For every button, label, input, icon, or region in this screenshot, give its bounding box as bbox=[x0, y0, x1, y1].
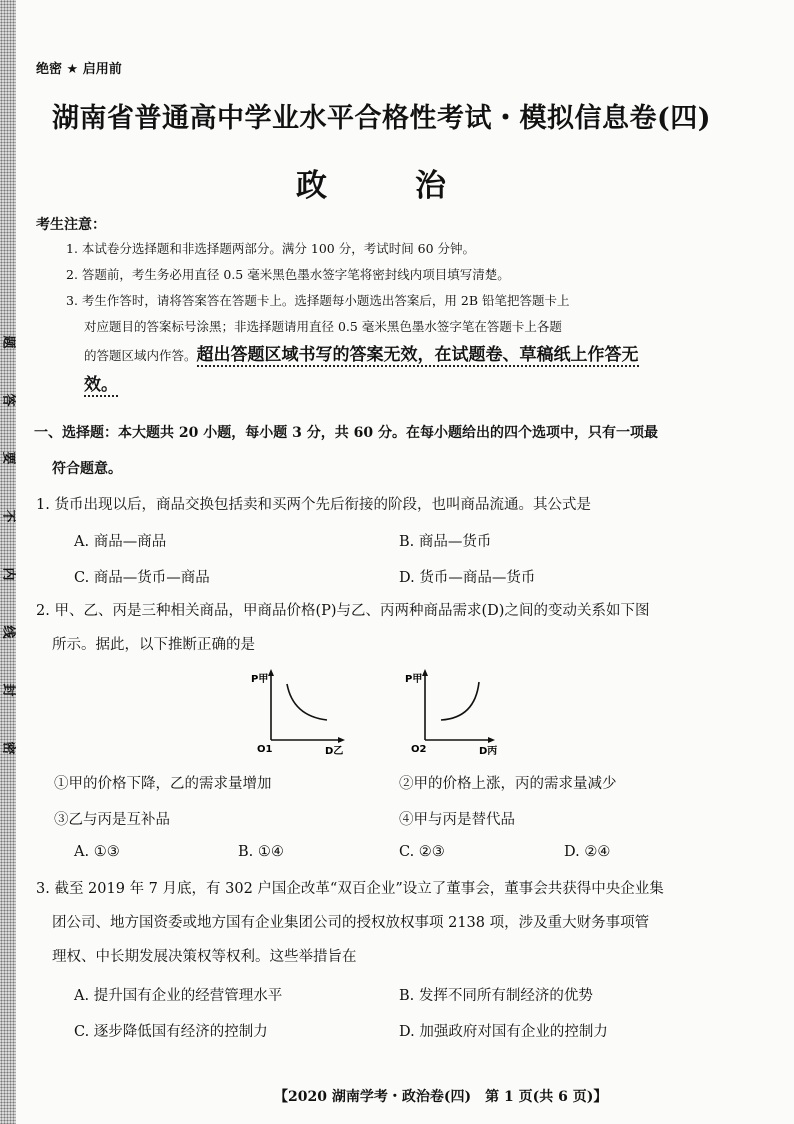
graph-1 bbox=[249, 668, 349, 756]
question-2-stem-cont: 所示。据此，以下推断正确的是 bbox=[52, 637, 255, 653]
notice-emphasis: 超出答题区域书写的答案无效，在试题卷、草稿纸上作答无 bbox=[196, 345, 639, 365]
graph-1-y-label: P甲 bbox=[251, 674, 269, 685]
graph-1-curve bbox=[287, 684, 327, 720]
confidential-label: 绝密 ★ 启用前 bbox=[36, 62, 122, 77]
question-1-option-c: C. 商品—货币—商品 bbox=[74, 570, 210, 586]
question-3-option-a: A. 提升国有企业的经营管理水平 bbox=[74, 988, 283, 1004]
question-3-option-d: D. 加强政府对国有企业的控制力 bbox=[399, 1024, 608, 1040]
section-heading-cont: 符合题意。 bbox=[52, 461, 122, 477]
graph-2-origin: O2 bbox=[411, 744, 427, 755]
exam-title: 湖南省普通高中学业水平合格性考试・模拟信息卷(四) bbox=[52, 103, 712, 134]
question-3-line-3: 理权、中长期发展决策权等权利。这些举措旨在 bbox=[52, 949, 357, 965]
binding-char: 不 bbox=[0, 509, 16, 523]
page-footer: 【2020 湖南学考・政治卷(四) 第 1 页(共 6 页)】 bbox=[274, 1089, 608, 1105]
graph-1-origin: O1 bbox=[257, 744, 273, 755]
graph-2-x-arrow bbox=[488, 737, 495, 743]
binding-char: 要 bbox=[0, 451, 16, 465]
binding-char: 封 bbox=[0, 683, 16, 697]
binding-char: 密 bbox=[0, 741, 16, 755]
graph-1-x-label: D乙 bbox=[325, 746, 344, 756]
question-1-option-a: A. 商品—商品 bbox=[74, 534, 167, 550]
graph-2-x-label: D丙 bbox=[479, 746, 498, 756]
notice-item-3-line-4 bbox=[84, 370, 118, 395]
notice-item-3-line-3 bbox=[84, 340, 639, 369]
question-3-line-2: 团公司、地方国资委或地方国有企业集团公司的授权放权事项 2138 项，涉及重大财务事项管 bbox=[52, 915, 650, 931]
question-2-statement-3: ③乙与丙是互补品 bbox=[54, 812, 170, 828]
binding-warning bbox=[0, 335, 16, 755]
notice-item-3-line-2: 对应题目的答案标号涂黑；非选择题请用直径 0.5 毫米黑色墨水签字笔在答题卡上各题 bbox=[84, 319, 562, 334]
graph-1-x-arrow bbox=[338, 737, 345, 743]
question-3-option-b: B. 发挥不同所有制经济的优势 bbox=[399, 988, 593, 1004]
graph-2-y-arrow bbox=[422, 669, 428, 676]
question-2-option-a: A. ①③ bbox=[74, 844, 120, 860]
binding-char: 内 bbox=[0, 567, 16, 581]
section-heading: 一、选择题：本大题共 20 小题，每小题 3 分，共 60 分。在每小题给出的四个选项中，只有一项最 bbox=[34, 425, 658, 441]
question-2-stem: 2. 甲、乙、丙是三种相关商品，甲商品价格(P)与乙、丙两种商品需求(D)之间的变动关系如下图 bbox=[36, 603, 650, 619]
question-3-option-c: C. 逐步降低国有经济的控制力 bbox=[74, 1024, 268, 1040]
question-2-statement-2: ②甲的价格上涨，丙的需求量减少 bbox=[399, 776, 617, 792]
question-2-option-d: D. ②④ bbox=[564, 844, 611, 860]
subject-char-2: 治 bbox=[415, 168, 446, 204]
binding-char: 线 bbox=[0, 625, 16, 639]
subject-title bbox=[296, 160, 446, 205]
notice-text: 的答题区域内作答。 bbox=[84, 348, 197, 363]
graph-1-y-arrow bbox=[268, 669, 274, 676]
graph-2 bbox=[399, 668, 499, 756]
question-2-option-b: B. ①④ bbox=[238, 844, 284, 860]
exam-page bbox=[34, 0, 774, 1124]
question-2-statement-1: ①甲的价格下降，乙的需求量增加 bbox=[54, 776, 272, 792]
notice-item-1: 1. 本试卷分选择题和非选择题两部分。满分 100 分，考试时间 60 分钟。 bbox=[66, 241, 476, 256]
graph-2-curve bbox=[441, 682, 479, 720]
binding-char: 题 bbox=[0, 335, 16, 349]
notice-emphasis: 效。 bbox=[84, 375, 118, 395]
question-3-line-1: 3. 截至 2019 年 7 月底，有 302 户国企改革“双百企业”设立了董事会，董事会共获得中央企业集 bbox=[36, 881, 664, 897]
graph-2-y-label: P甲 bbox=[405, 674, 423, 685]
notice-heading: 考生注意： bbox=[36, 217, 106, 233]
notice-item-2: 2. 答题前，考生务必用直径 0.5 毫米黑色墨水签字笔将密封线内项目填写清楚。 bbox=[66, 267, 510, 282]
question-2-option-c: C. ②③ bbox=[399, 844, 445, 860]
question-1-option-d: D. 货币—商品—货币 bbox=[399, 570, 536, 586]
question-1-option-b: B. 商品—货币 bbox=[399, 534, 492, 550]
question-1-stem: 1. 货币出现以后，商品交换包括卖和买两个先后衔接的阶段，也叫商品流通。其公式是 bbox=[36, 497, 591, 513]
subject-char-1: 政 bbox=[296, 168, 327, 204]
binding-char: 答 bbox=[0, 393, 16, 407]
notice-item-3-line-1: 3. 考生作答时，请将答案答在答题卡上。选择题每小题选出答案后，用 2B 铅笔把答题卡上 bbox=[66, 293, 570, 308]
question-2-statement-4: ④甲与丙是替代品 bbox=[399, 812, 515, 828]
